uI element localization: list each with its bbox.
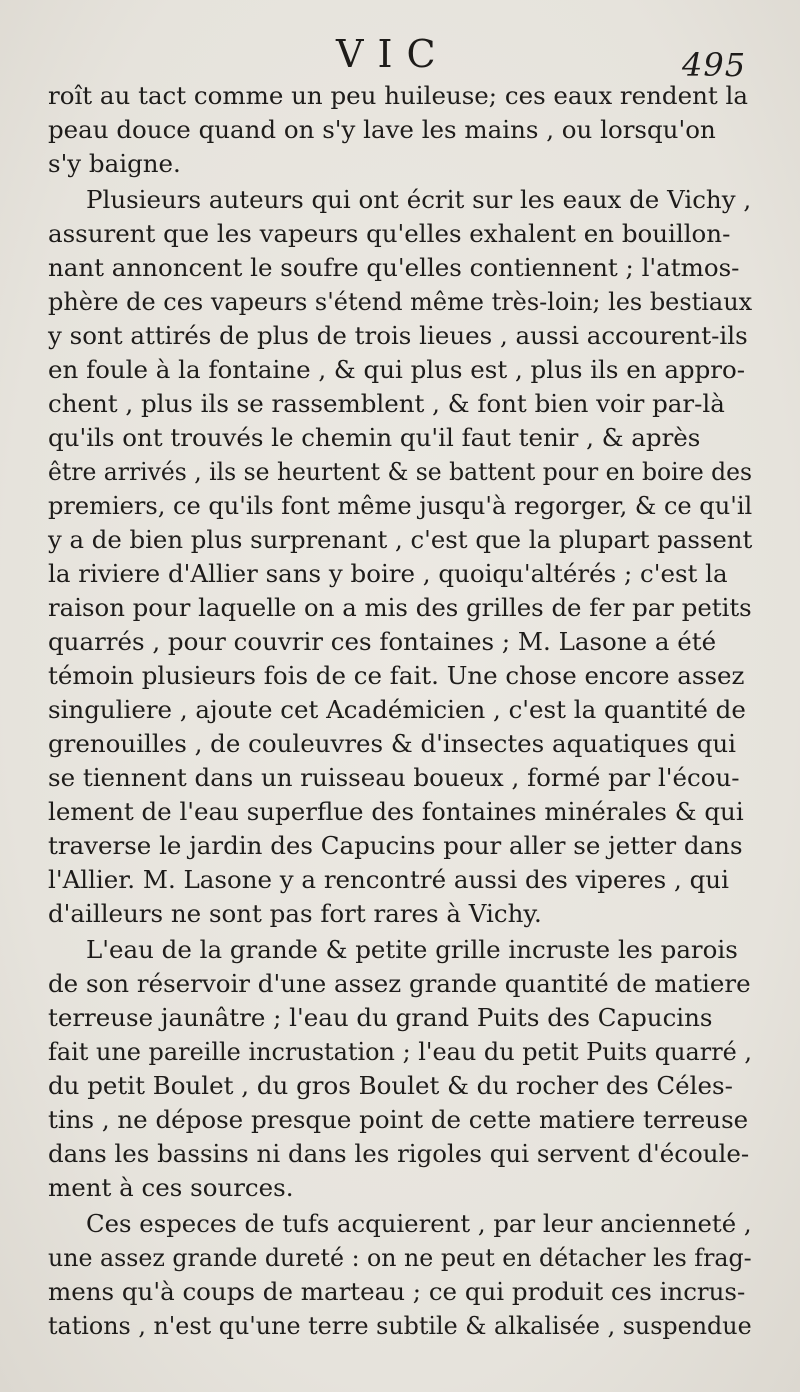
text-line: premiers, ce qu'ils font même jusqu'à regorger, & ce qu'il <box>48 491 753 520</box>
text-line: phère de ces vapeurs s'étend même très-loin; les bestiaux <box>48 287 753 316</box>
paragraph-first-line: Ces especes de tufs acquierent , par leur ancienneté , <box>86 1209 752 1238</box>
text-line: la riviere d'Allier sans y boire , quoiqu'altérés ; c'est la <box>48 559 728 588</box>
text-line: y sont attirés de plus de trois lieues , aussi accourent-ils <box>48 321 748 350</box>
text-line: roît au tact comme un peu huileuse; ces eaux rendent la <box>48 81 748 110</box>
text-line: de son réservoir d'une assez grande quantité de matiere <box>48 969 751 998</box>
paragraph-first-line: Plusieurs auteurs qui ont écrit sur les eaux de Vichy , <box>86 185 752 214</box>
text-line: singuliere , ajoute cet Académicien , c'est la quantité de <box>48 695 746 724</box>
text-line: chent , plus ils se rassemblent , & font bien voir par-là <box>48 389 725 418</box>
page-header <box>0 22 800 82</box>
text-line: raison pour laquelle on a mis des grilles de fer par petits <box>48 593 752 622</box>
running-head: VIC <box>336 32 450 76</box>
text-line: fait une pareille incrustation ; l'eau du petit Puits quarré , <box>48 1037 753 1066</box>
text-line: témoin plusieurs fois de ce fait. Une chose encore assez <box>48 661 745 690</box>
text-line: être arrivés , ils se heurtent & se battent pour en boire des <box>48 457 753 486</box>
text-line: du petit Boulet , du gros Boulet & du rocher des Céles- <box>48 1071 733 1100</box>
text-line: tins , ne dépose presque point de cette matiere terreuse <box>48 1105 749 1134</box>
text-line: peau douce quand on s'y lave les mains , ou lorsqu'on <box>48 115 716 144</box>
text-line: mens qu'à coups de marteau ; ce qui produit ces incrus- <box>48 1277 746 1306</box>
page-number: 495 <box>682 46 747 84</box>
text-line: d'ailleurs ne sont pas fort rares à Vichy. <box>48 899 542 928</box>
text-line: une assez grande dureté : on ne peut en détacher les frag- <box>48 1243 752 1272</box>
text-line: quarrés , pour couvrir ces fontaines ; M. Lasone a été <box>48 627 717 656</box>
text-line: dans les bassins ni dans les rigoles qui servent d'écoule- <box>48 1139 750 1168</box>
text-line: lement de l'eau superflue des fontaines minérales & qui <box>48 797 744 826</box>
text-line: qu'ils ont trouvés le chemin qu'il faut tenir , & après <box>48 423 701 452</box>
text-line: tations , n'est qu'une terre subtile & alkalisée , suspendue <box>48 1311 752 1340</box>
text-line: grenouilles , de couleuvres & d'insectes aquatiques qui <box>48 729 736 758</box>
text-line: se tiennent dans un ruisseau boueux , formé par l'écou- <box>48 763 740 792</box>
text-line: y a de bien plus surprenant , c'est que la plupart passent <box>48 525 753 554</box>
text-line: s'y baigne. <box>48 149 181 178</box>
text-line: ment à ces sources. <box>48 1173 294 1202</box>
text-line: nant annoncent le soufre qu'elles contiennent ; l'atmos- <box>48 253 740 282</box>
paragraph-first-line: L'eau de la grande & petite grille incruste les parois <box>86 935 738 964</box>
text-line: l'Allier. M. Lasone y a rencontré aussi des viperes , qui <box>48 865 729 894</box>
text-line: assurent que les vapeurs qu'elles exhalent en bouillon- <box>48 219 731 248</box>
text-line: terreuse jaunâtre ; l'eau du grand Puits des Capucins <box>48 1003 713 1032</box>
text-line: en foule à la fontaine , & qui plus est , plus ils en appro- <box>48 355 746 384</box>
text-line: traverse le jardin des Capucins pour aller se jetter dans <box>48 831 743 860</box>
